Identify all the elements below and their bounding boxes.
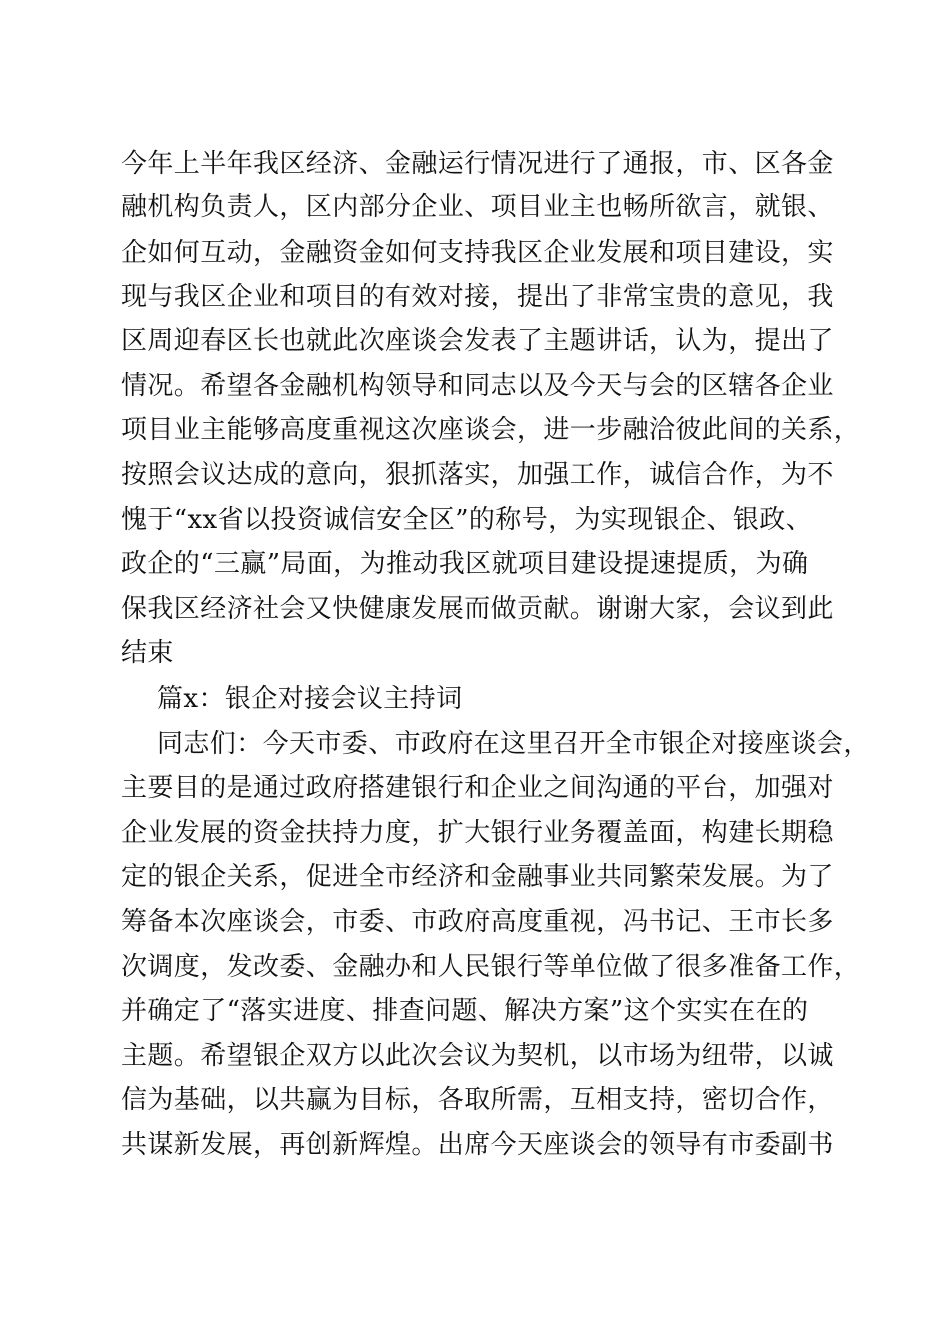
paragraph-line: 项目业主能够高度重视这次座谈会，进一步融洽彼此间的关系， [121, 415, 861, 445]
paragraph-line: 情况。希望各金融机构领导和同志以及今天与会的区辖各企业 [121, 371, 834, 401]
paragraph-line: 共谋新发展，再创新辉煌。出席今天座谈会的领导有市委副书 [121, 1130, 834, 1160]
paragraph-line: 区周迎春区长也就此次座谈会发表了主题讲话，认为，提出了 [121, 326, 834, 356]
paragraph-line: 按照会议达成的意向，狠抓落实，加强工作，诚信合作，为不 [121, 460, 834, 490]
paragraph-line: 定的银企关系，促进全市经济和金融事业共同繁荣发展。为了 [121, 862, 834, 892]
paragraph-line: 结束 [121, 638, 174, 668]
paragraph-line: 信为基础，以共赢为目标，各取所需，互相支持，密切合作， [121, 1085, 834, 1115]
paragraph-line: 筹备本次座谈会，市委、市政府高度重视，冯书记、王市长多 [121, 907, 834, 937]
paragraph-line: 主要目的是通过政府搭建银行和企业之间沟通的平台，加强对 [121, 773, 834, 803]
paragraph-line: 主题。希望银企双方以此次会议为契机，以市场为纽带，以诚 [121, 1041, 834, 1071]
paragraph-line: 同志们：今天市委、市政府在这里召开全市银企对接座谈会， [157, 729, 870, 759]
paragraph-line: 现与我区企业和项目的有效对接，提出了非常宝贵的意见，我 [121, 282, 834, 312]
paragraph-line: 次调度，发改委、金融办和人民银行等单位做了很多准备工作， [121, 952, 861, 982]
paragraph-line: 政企的“三赢”局面，为推动我区就项目建设提速提质，为确 [121, 549, 809, 579]
paragraph-line: 企业发展的资金扶持力度，扩大银行业务覆盖面，构建长期稳 [121, 818, 834, 848]
paragraph-line: 愧于“xx省以投资诚信安全区”的称号，为实现银企、银政、 [121, 505, 813, 535]
paragraph-line: 融机构负责人，区内部分企业、项目业主也畅所欲言，就银、 [121, 192, 834, 222]
paragraph-line: 今年上半年我区经济、金融运行情况进行了通报，市、区各金 [121, 149, 834, 179]
paragraph-line: 保我区经济社会又快健康发展而做贡献。谢谢大家，会议到此 [121, 594, 834, 624]
section-heading: 篇x：银企对接会议主持词 [157, 684, 463, 714]
paragraph-line: 企如何互动，金融资金如何支持我区企业发展和项目建设，实 [121, 238, 834, 268]
paragraph-line: 并确定了“落实进度、排查问题、解决方案”这个实实在在的 [121, 996, 809, 1026]
